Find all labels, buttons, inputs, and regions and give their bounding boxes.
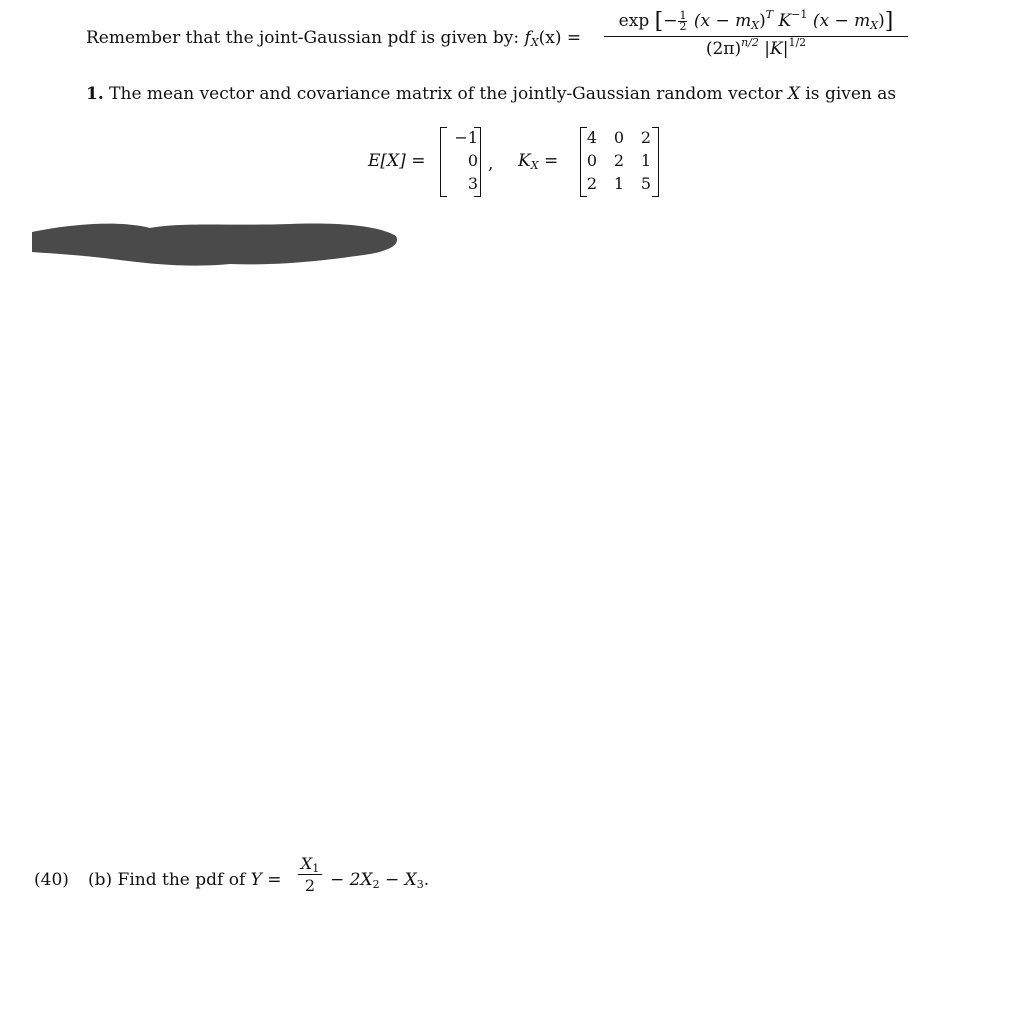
cov-cell: 5: [640, 174, 652, 193]
cov-subscript: X: [530, 159, 539, 172]
cov-cell: 1: [640, 151, 652, 170]
pdf-argument: (x) =: [538, 28, 582, 48]
period: .: [423, 870, 430, 890]
mean-value: 0: [467, 151, 478, 170]
fraction-numerator: [298, 854, 322, 875]
pdf-subscript: X: [530, 36, 539, 49]
cov-cell: 2: [640, 128, 652, 147]
points-label: (40): [34, 870, 69, 890]
part-b-expression-tail: [330, 870, 429, 890]
intro-text: [86, 28, 581, 48]
cov-right-bracket: [652, 127, 659, 197]
half-denominator: 2: [679, 20, 687, 33]
part-b-text: [88, 870, 282, 890]
expectation-symbol: E: [368, 151, 381, 171]
y-symbol: Y: [250, 870, 262, 890]
left-bracket: [: [654, 9, 664, 34]
problem-text-a: The mean vector and covariance matrix of the jointly-Gaussian random vector: [109, 84, 783, 104]
term-2x2: − 2X: [330, 870, 373, 890]
fraction-denominator: 2: [304, 876, 316, 895]
term-b: (x − m: [812, 11, 871, 31]
matrix-comma: ,: [488, 154, 494, 174]
two-pi-sup: n/2: [741, 36, 759, 49]
cov-cell: 2: [586, 174, 598, 193]
y-equals: =: [267, 870, 282, 890]
term-a-sub: X: [751, 19, 760, 32]
half-fraction: [678, 11, 687, 32]
term-a-close: ): [759, 11, 766, 31]
problem-var: X: [787, 84, 800, 104]
cov-cell: 2: [613, 151, 625, 170]
intro-label: Remember that the joint-Gaussian pdf is given by:: [86, 28, 520, 48]
minus-sign: −: [663, 11, 678, 31]
exp-word: exp: [618, 11, 650, 31]
pdf-fraction: [604, 8, 908, 59]
mean-value: 3: [467, 174, 478, 193]
cov-symbol: K: [518, 151, 531, 171]
transpose-sup: T: [765, 8, 774, 21]
cov-equals: =: [543, 151, 559, 171]
redaction-scribble: [30, 214, 400, 270]
problem-statement: [86, 84, 896, 104]
half-numerator: 1: [679, 9, 687, 22]
cov-cell: 4: [586, 128, 598, 147]
det-k: |K|: [764, 39, 789, 59]
cov-cell: 0: [613, 128, 625, 147]
k-inverse-sup: −1: [791, 8, 808, 21]
covariance-label: [518, 151, 558, 171]
problem-text-b: is given as: [805, 84, 897, 104]
mean-value: −1: [454, 128, 478, 147]
problem-number: 1.: [86, 84, 104, 104]
two-pi: (2π): [705, 39, 742, 59]
expectation-arg: [X] =: [380, 151, 426, 171]
mean-label: [368, 151, 425, 171]
x1-over-2-fraction: [298, 854, 322, 895]
k-symbol: K: [778, 11, 792, 31]
cov-cell: 1: [613, 174, 625, 193]
x1-symbol: X: [300, 854, 313, 873]
term-x3: − X: [384, 870, 417, 890]
term-2x2-sub: 2: [372, 878, 380, 891]
term-a: (x − m: [693, 11, 752, 31]
mean-left-bracket: [440, 127, 447, 197]
mean-right-bracket: [474, 127, 481, 197]
term-x3-sub: 3: [416, 878, 424, 891]
det-k-sup: 1/2: [788, 36, 807, 49]
x1-sub: 1: [312, 862, 320, 875]
term-b-close: ): [878, 11, 885, 31]
cov-cell: 0: [586, 151, 598, 170]
right-bracket: ]: [884, 9, 894, 34]
pdf-numerator: [604, 8, 908, 37]
term-b-sub: X: [870, 19, 879, 32]
pdf-denominator: [604, 37, 908, 59]
pdf-symbol: f: [524, 28, 531, 48]
part-b-prompt: (b) Find the pdf of: [88, 870, 246, 890]
